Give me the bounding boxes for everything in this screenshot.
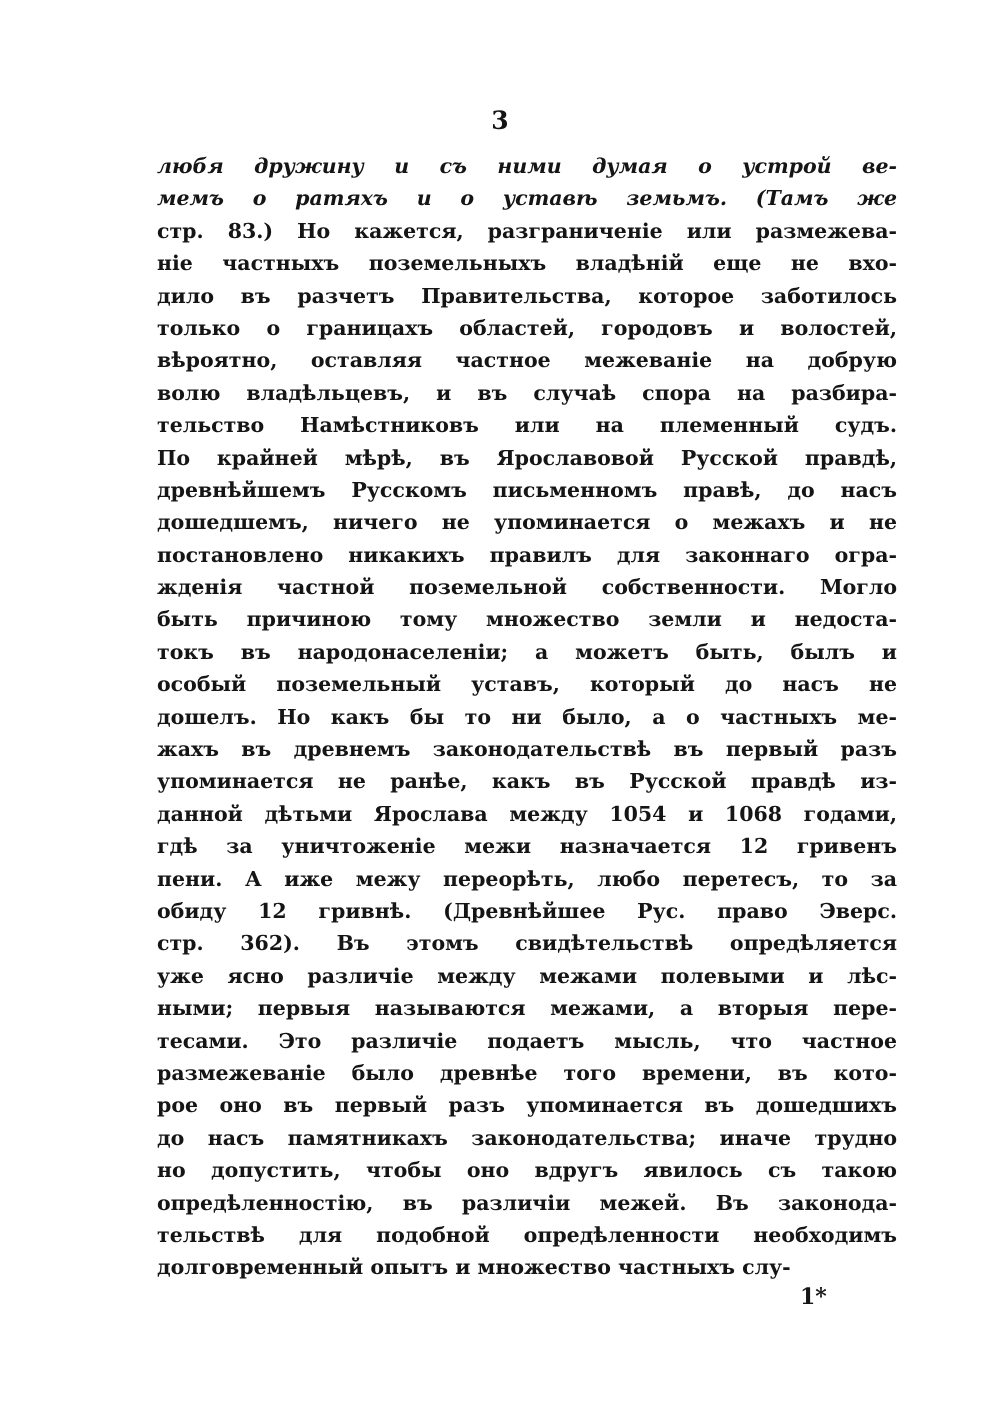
text-line: тельствѣ для подобной опредѣленности необходимъ <box>157 1222 897 1247</box>
text-line: размежеваніе было древнѣе того времени, въ кото- <box>157 1060 897 1085</box>
body-text <box>157 150 897 1284</box>
text-line: дошелъ. Но какъ бы то ни было, а о частныхъ ме- <box>157 704 897 729</box>
text-line: По крайней мѣрѣ, въ Ярославовой Русской правдѣ, <box>157 445 897 470</box>
text-line: мемъ о ратяхъ и о уставѣ земьмъ. (Тамъ же <box>157 186 897 211</box>
text-line: только о границахъ областей, городовъ и волостей, <box>157 315 897 340</box>
text-line: долговременный опытъ и множество частныхъ слу- <box>157 1255 791 1280</box>
text-line: до насъ памятникахъ законодательства; иначе трудно <box>157 1125 897 1150</box>
text-line: особый поземельный уставъ, который до насъ не <box>157 672 897 697</box>
text-line: жахъ въ древнемъ законодательствѣ въ первый разъ <box>157 737 897 762</box>
text-line: данной дѣтьми Ярослава между 1054 и 1068 годами, <box>157 801 897 826</box>
text-line: пени. А иже межу переорѣть, любо перетесъ, то за <box>157 866 897 891</box>
text-line: гдѣ за уничтоженіе межи назначается 12 гривенъ <box>157 834 897 859</box>
text-line: стр. 83.) Но кажется, разграниченіе или размежева- <box>157 218 897 243</box>
text-line: тельство Намѣстниковъ или на племенный судъ. <box>157 413 897 438</box>
text-line: быть причиною тому множество земли и недоста- <box>157 607 897 632</box>
text-line: древнѣйшемъ Русскомъ письменномъ правѣ, до насъ <box>157 477 897 502</box>
text-line: опредѣленностію, въ различіи межей. Въ законода- <box>157 1190 897 1215</box>
page-number: 3 <box>491 106 509 135</box>
text-line: дошедшемъ, ничего не упоминается о межахъ и не <box>157 510 897 535</box>
text-line: обиду 12 гривнѣ. (Древнѣйшее Рус. право Эверс. <box>157 898 897 923</box>
text-line: но допустить, чтобы оно вдругъ явилось съ такою <box>157 1158 897 1183</box>
text-line: волю владѣльцевъ, и въ случаѣ спора на разбира- <box>157 380 897 405</box>
text-line: любя дружину и съ ними думая о устрой ве- <box>157 154 897 178</box>
text-line: упоминается не ранѣе, какъ въ Русской правдѣ из- <box>157 769 897 794</box>
text-line: токъ въ народонаселеніи; а можетъ быть, былъ и <box>157 639 897 664</box>
text-line: стр. 362). Въ этомъ свидѣтельствѣ опредѣляется <box>157 931 897 956</box>
text-line: жденія частной поземельной собственности. Могло <box>157 575 897 600</box>
text-line: дило въ разчетъ Правительства, которое заботилось <box>157 283 897 308</box>
text-line: ными; первыя называются межами, а вторыя пере- <box>157 996 897 1021</box>
text-line: вѣроятно, оставляя частное межеваніе на добрую <box>157 348 897 373</box>
text-line: постановлено никакихъ правилъ для законнаго огра- <box>157 542 897 567</box>
text-line: ніе частныхъ поземельныхъ владѣній еще не вхо- <box>157 251 897 276</box>
text-line: рое оно въ первый разъ упоминается въ дошедшихъ <box>157 1093 897 1118</box>
text-line: уже ясно различіе между межами полевыми и лѣс- <box>157 963 897 988</box>
text-line: тесами. Это различіе подаетъ мысль, что частное <box>157 1028 897 1053</box>
signature-mark: 1* <box>800 1284 827 1310</box>
